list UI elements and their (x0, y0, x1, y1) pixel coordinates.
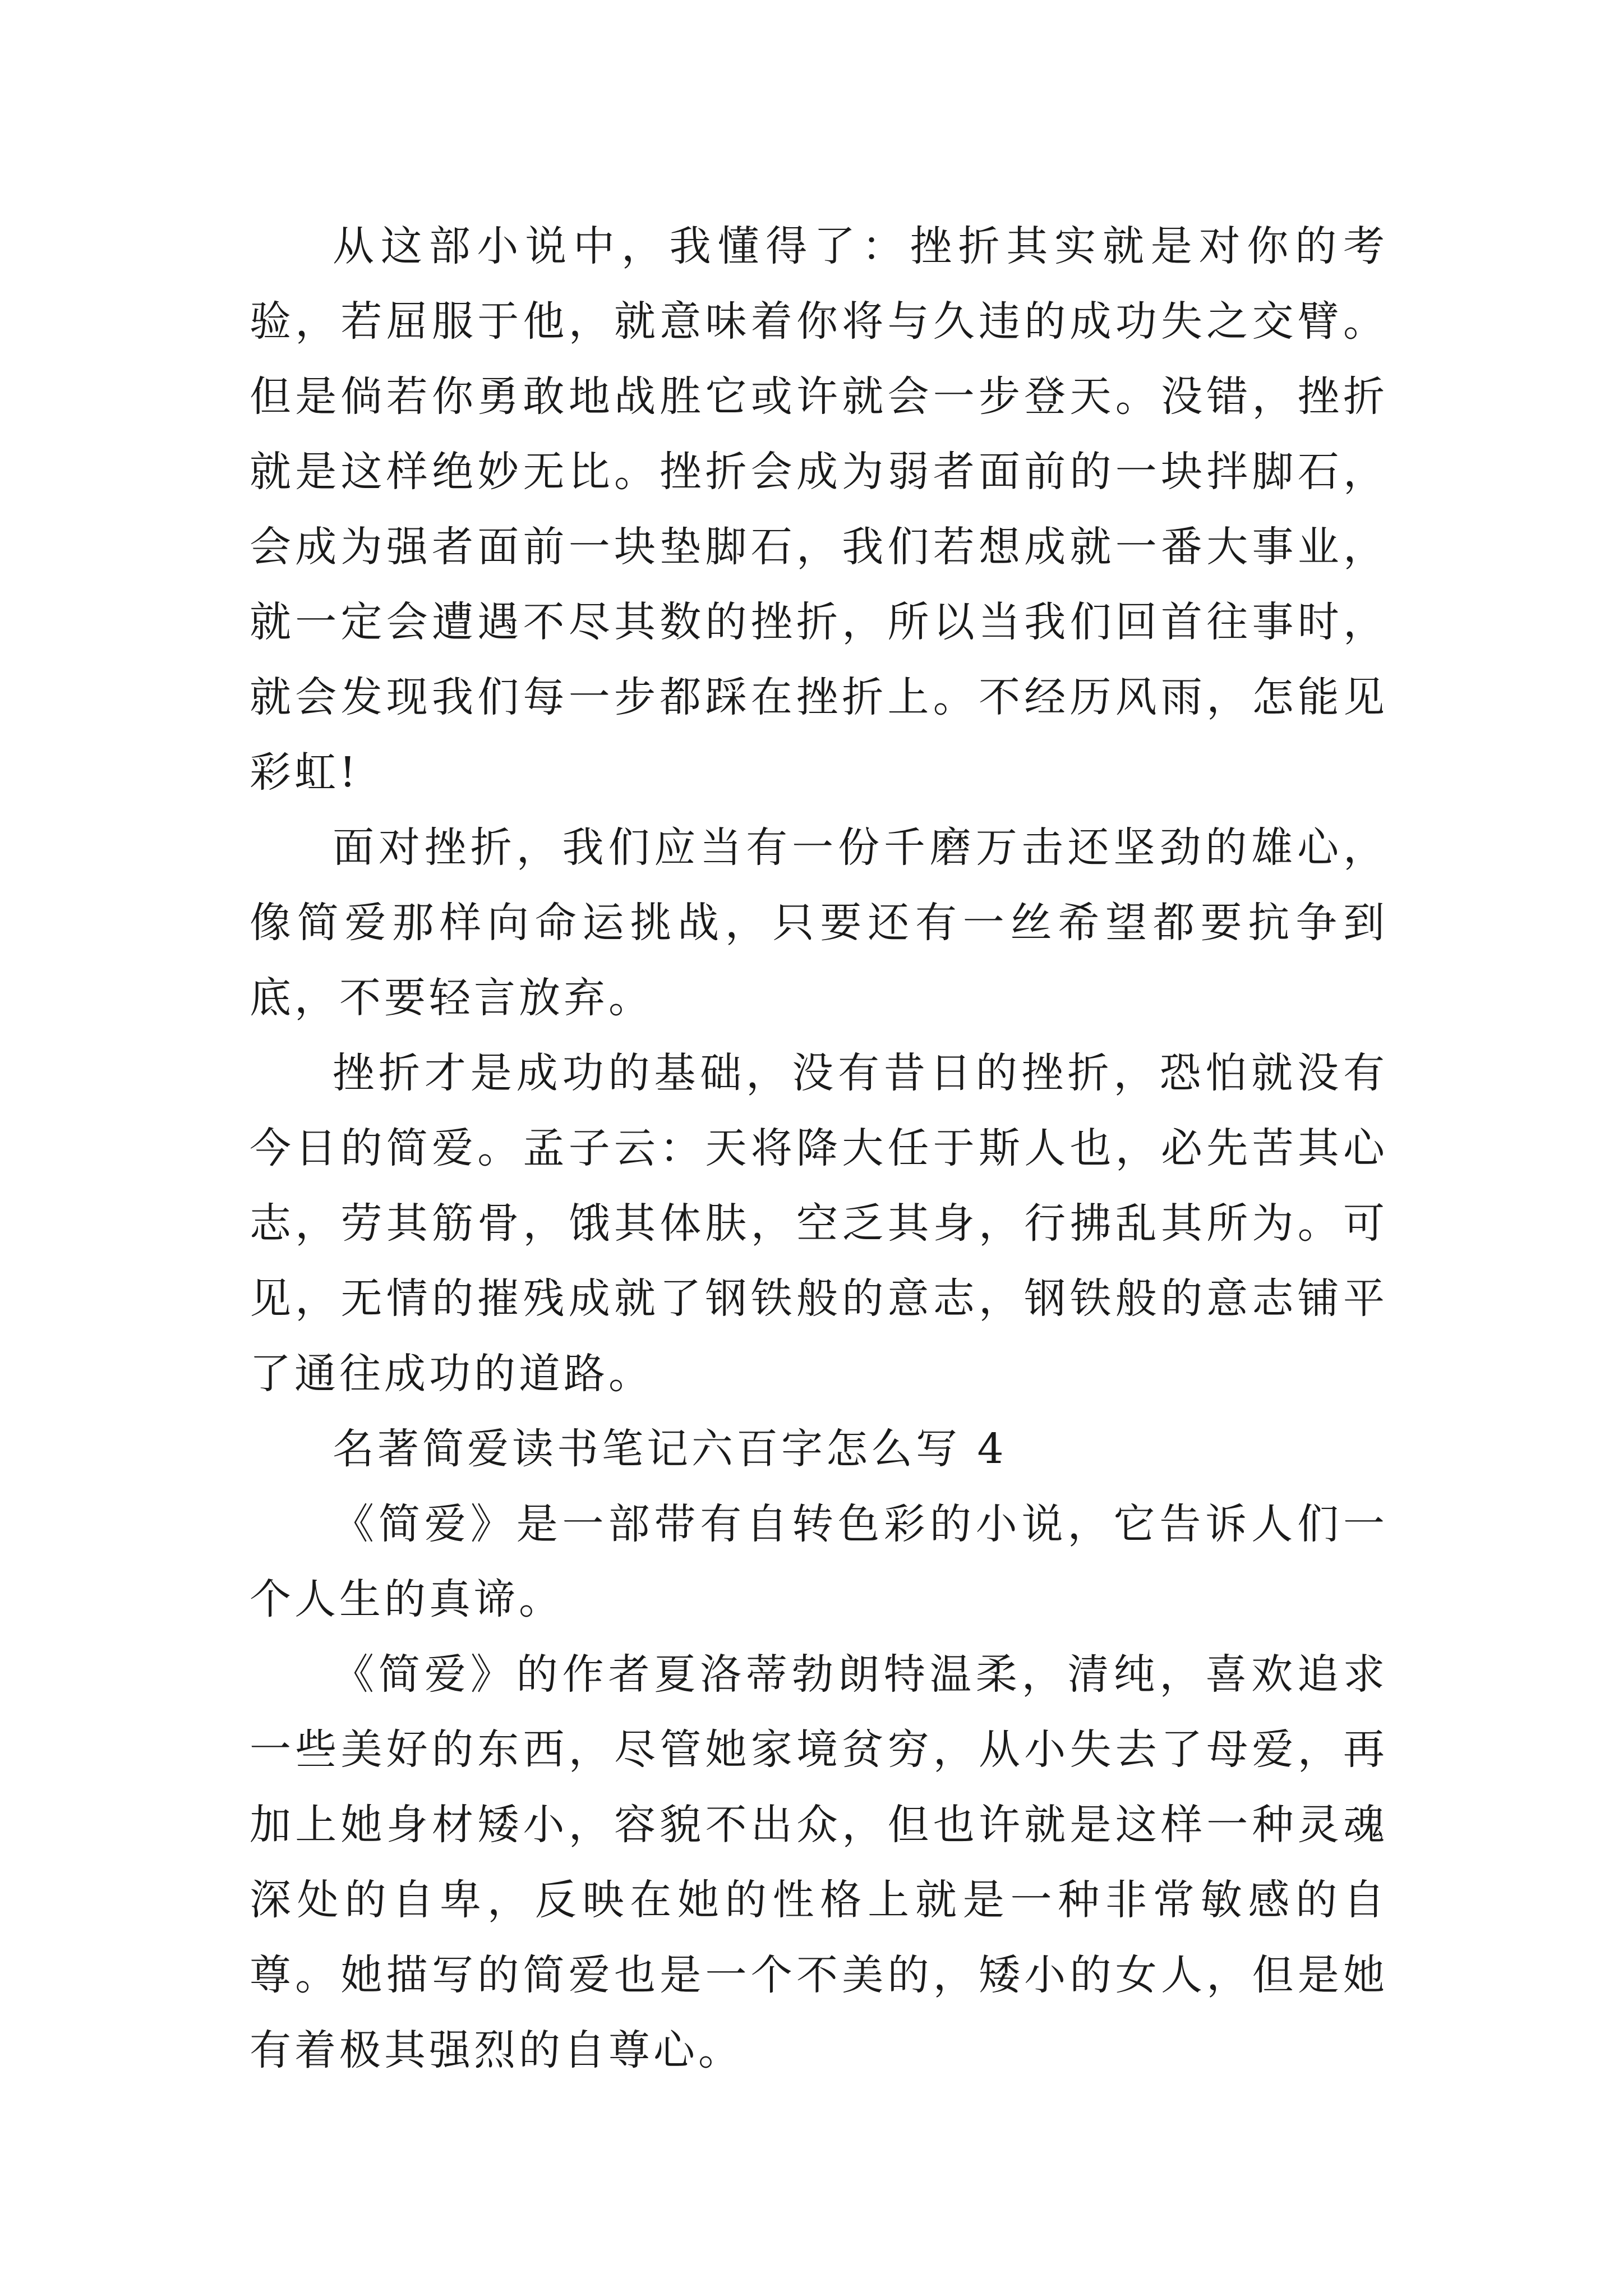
section-paragraph-2: 《简爱》的作者夏洛蒂勃朗特温柔，清纯，喜欢追求一些美好的东西，尽管她家境贫穷，从小失去了母爱，再加上她身材矮小，容貌不出众，但也许就是这样一种灵魂深处的自卑，反映在她的性格上就是一种非常敏感的自尊。她描写的简爱也是一个不美的，矮小的女人，但是她有着极其强烈的自尊心。 (250, 1650, 1388, 2074)
paragraph-3: 挫折才是成功的基础，没有昔日的挫折，恐怕就没有今日的简爱。孟子云：天将降大任于斯人也，必先苦其心志，劳其筋骨，饿其体肤，空乏其身，行拂乱其所为。可见，无情的摧残成就了钢铁般的意志，钢铁般的意志铺平了通往成功的道路。 (250, 1049, 1388, 1398)
document-body (250, 209, 1388, 2088)
paragraph-2: 面对挫折，我们应当有一份千磨万击还坚劲的雄心，像简爱那样向命运挑战，只要还有一丝希望都要抗争到底，不要轻言放弃。 (250, 823, 1388, 1022)
paragraph-1: 从这部小说中，我懂得了：挫折其实就是对你的考验，若屈服于他，就意味着你将与久违的成功失之交臂。但是倘若你勇敢地战胜它或许就会一步登天。没错，挫折就是这样绝妙无比。挫折会成为弱者面前的一块拌脚石，会成为强者面前一块垫脚石，我们若想成就一番大事业，就一定会遭遇不尽其数的挫折，所以当我们回首往事时，就会发现我们每一步都踩在挫折上。不经历风雨，怎能见彩虹! (250, 222, 1388, 797)
section-paragraph-1: 《简爱》是一部带有自转色彩的小说，它告诉人们一个人生的真谛。 (250, 1500, 1388, 1623)
section-heading: 名著简爱读书笔记六百字怎么写 4 (333, 1425, 1007, 1473)
